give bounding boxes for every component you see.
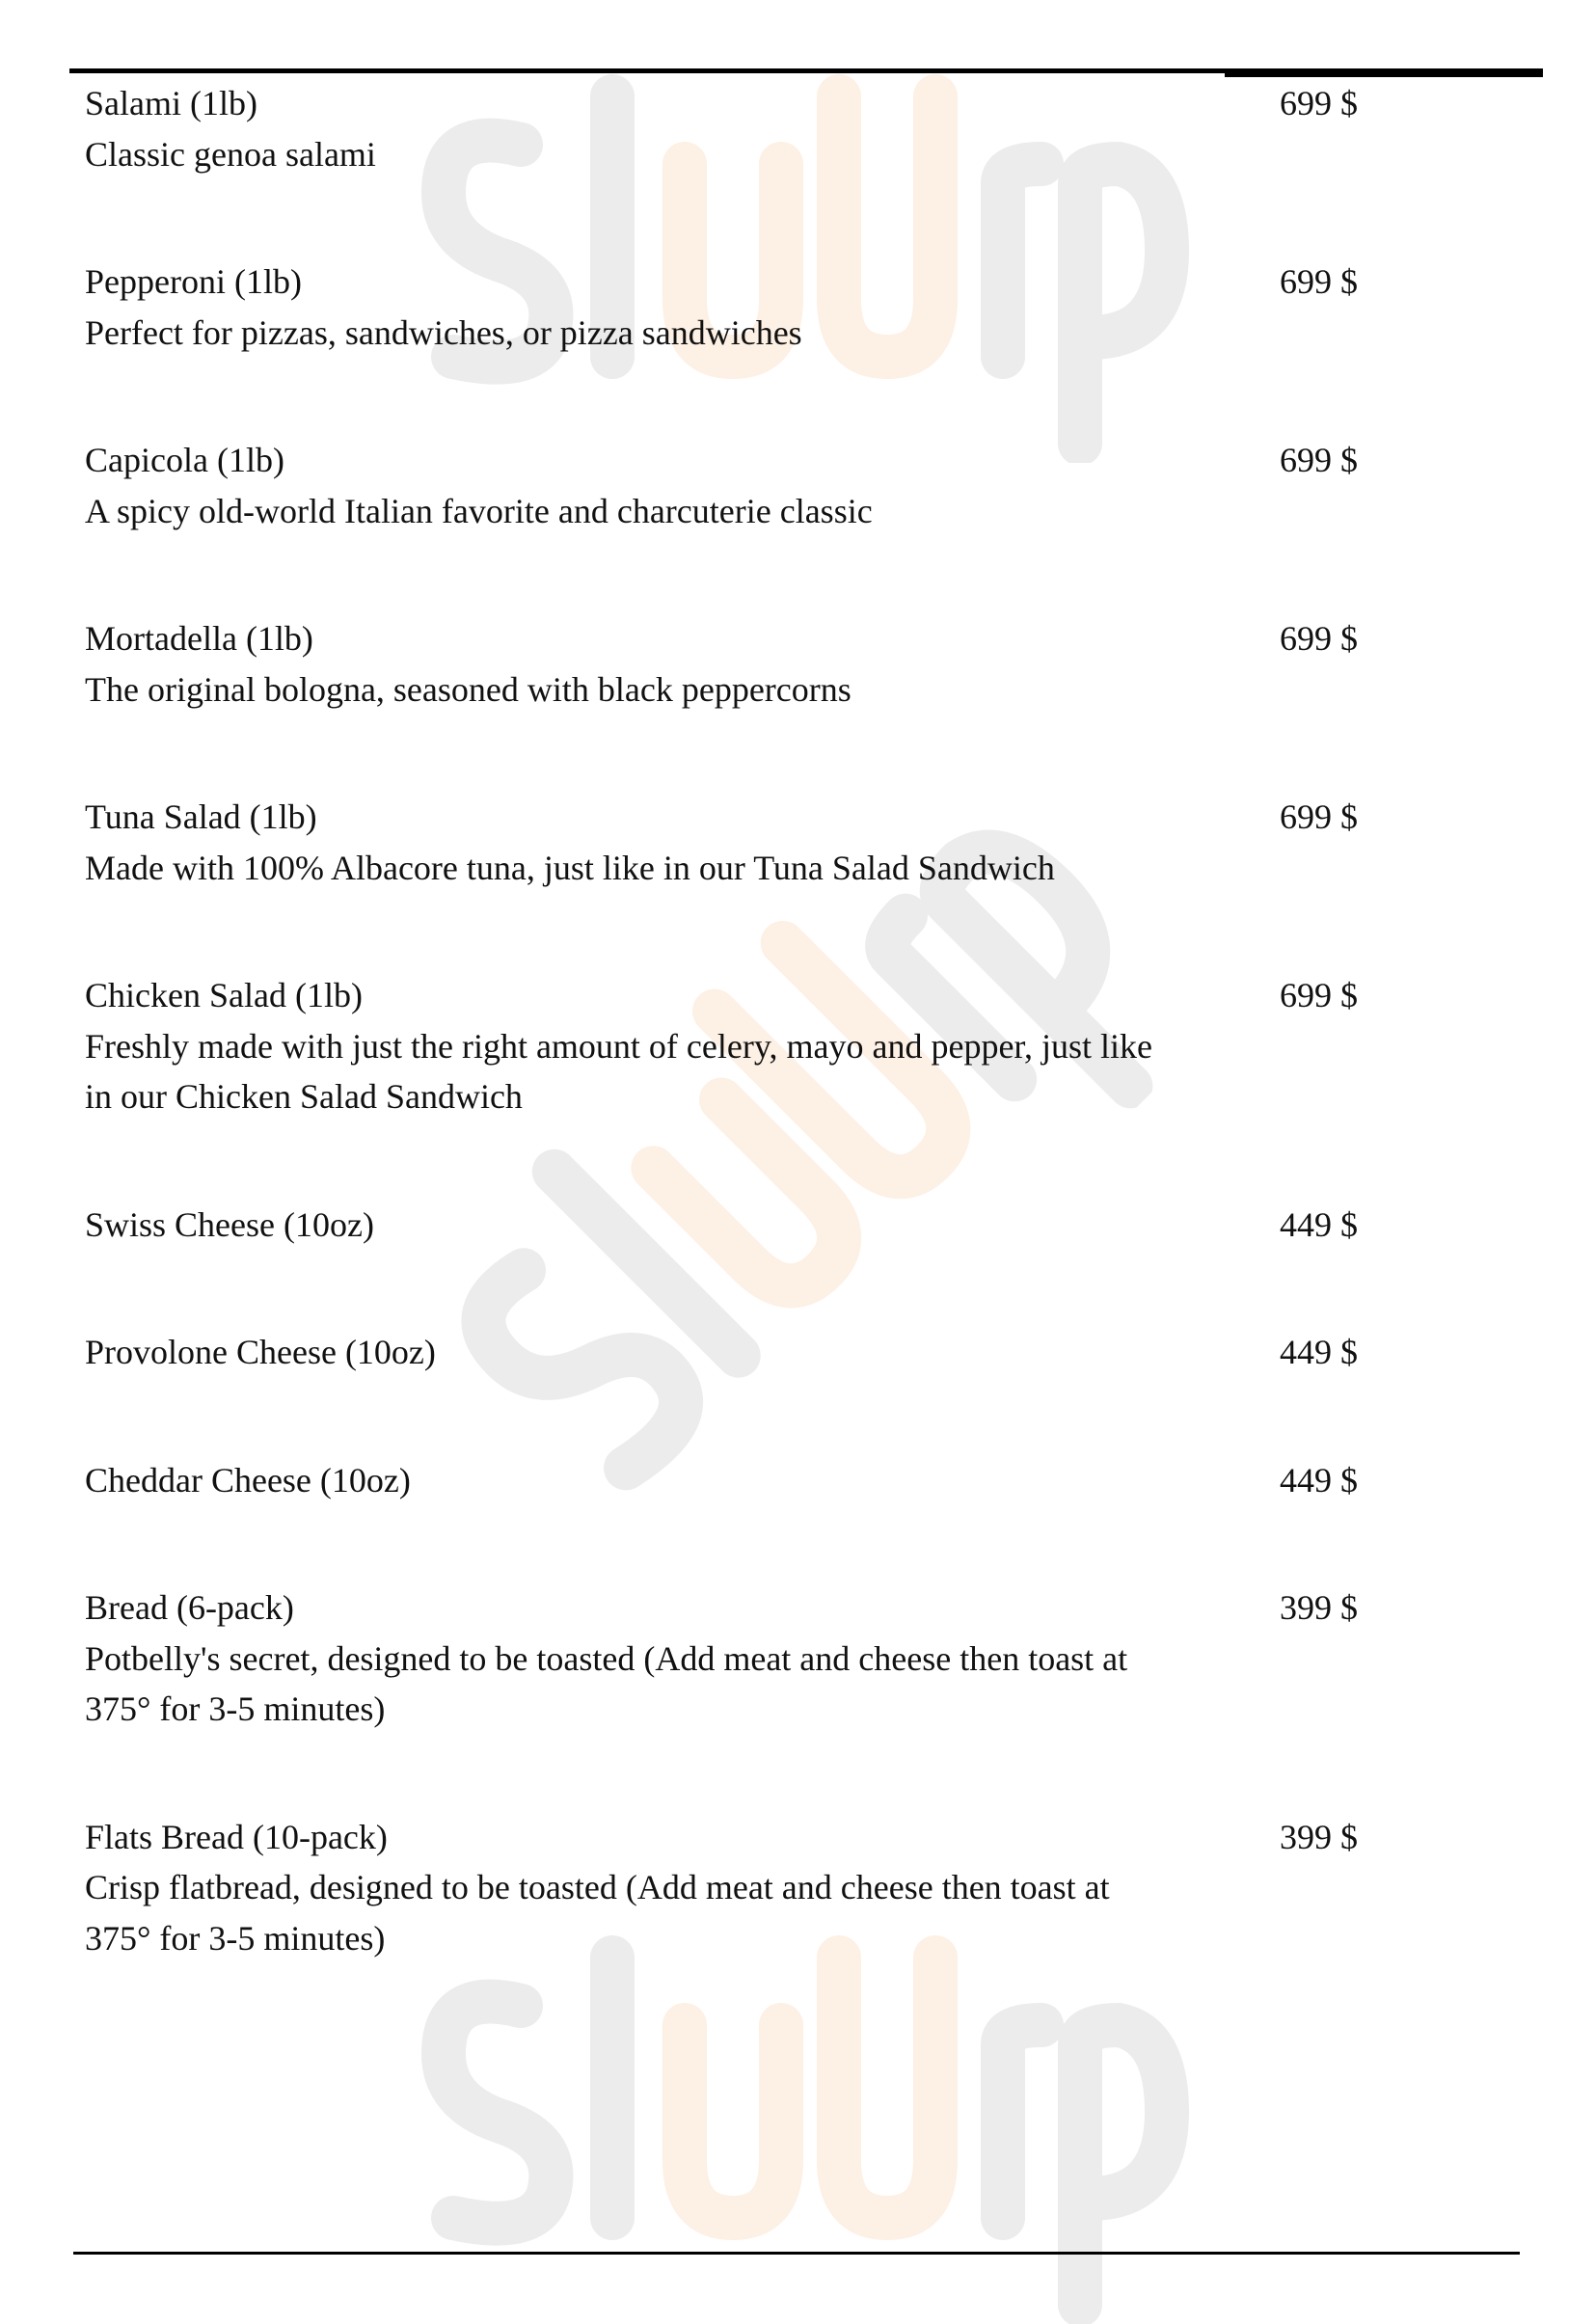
item-description: Classic genoa salami [85, 134, 376, 174]
menu-item [85, 1812, 1531, 1964]
item-description: Perfect for pizzas, sandwiches, or pizza sandwiches [85, 312, 802, 352]
menu-item [85, 1582, 1531, 1735]
item-name: Salami (1lb) [85, 84, 257, 122]
item-name: Mortadella (1lb) [85, 619, 313, 658]
item-name: Swiss Cheese (10oz) [85, 1204, 374, 1244]
item-price: 449 $ [1280, 1333, 1358, 1371]
item-name: Tuna Salad (1lb) [85, 797, 317, 836]
item-price: 399 $ [1280, 1588, 1358, 1627]
item-description: Potbelly's secret, designed to be toasted (Add meat and cheese then toast at 375° for 3-5 minutes) [85, 1638, 1128, 1728]
top-rule-thick [1225, 68, 1543, 77]
item-name: Flats Bread (10-pack) [85, 1817, 388, 1856]
menu-item [85, 257, 1531, 358]
item-description: A spicy old-world Italian favorite and charcuterie classic [85, 491, 873, 530]
menu-list [85, 78, 1531, 2040]
item-name: Bread (6-pack) [85, 1588, 294, 1627]
menu-item [85, 1455, 1531, 1506]
item-description: Made with 100% Albacore tuna, just like in our Tuna Salad Sandwich [85, 848, 1055, 887]
item-price: 449 $ [1280, 1460, 1358, 1500]
item-name: Provolone Cheese (10oz) [85, 1333, 436, 1371]
item-name: Cheddar Cheese (10oz) [85, 1460, 411, 1500]
bottom-rule [73, 2252, 1520, 2255]
menu-item [85, 970, 1531, 1122]
item-name: Chicken Salad (1lb) [85, 976, 363, 1014]
item-price: 699 $ [1280, 797, 1358, 836]
menu-item [85, 613, 1531, 715]
item-description: Crisp flatbread, designed to be toasted (Add meat and cheese then toast at 375° for 3-5 minutes) [85, 1868, 1110, 1958]
item-name: Pepperoni (1lb) [85, 262, 302, 301]
item-price: 699 $ [1280, 262, 1358, 301]
menu-item [85, 792, 1531, 893]
menu-item [85, 435, 1531, 536]
menu-item [85, 1200, 1531, 1251]
item-price: 449 $ [1280, 1204, 1358, 1244]
item-price: 399 $ [1280, 1817, 1358, 1856]
menu-item [85, 1327, 1531, 1378]
menu-item [85, 78, 1531, 179]
item-price: 699 $ [1280, 619, 1358, 658]
item-price: 699 $ [1280, 976, 1358, 1014]
item-description: Freshly made with just the right amount of celery, mayo and pepper, just like in our Chicken Salad Sandwich [85, 1026, 1152, 1116]
item-price: 699 $ [1280, 84, 1358, 122]
item-description: The original bologna, seasoned with black peppercorns [85, 669, 852, 709]
item-name: Capicola (1lb) [85, 441, 284, 479]
item-price: 699 $ [1280, 441, 1358, 479]
